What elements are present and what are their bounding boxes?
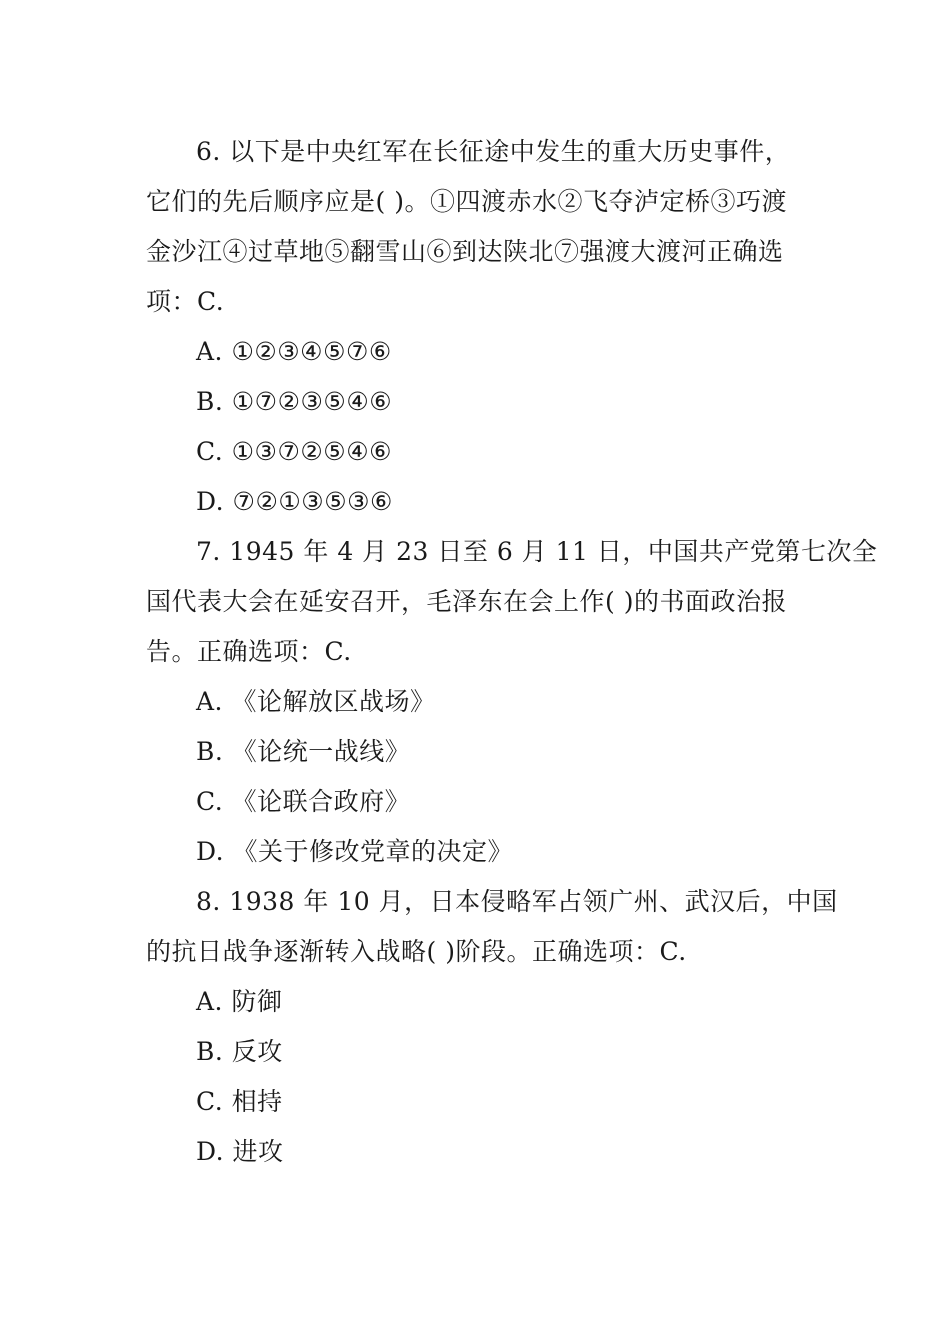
question-6 (146, 127, 806, 527)
question-7-stem-line-2: 国代表大会在延安召开，毛泽东在会上作( )的书面政治报 (146, 587, 787, 616)
question-6-option-a: A. ①②③④⑤⑦⑥ (196, 337, 392, 366)
question-7 (146, 527, 878, 877)
question-8-option-a: A. 防御 (196, 987, 283, 1016)
question-6-option-c: C. ①③⑦②⑤④⑥ (196, 437, 393, 466)
question-8 (146, 877, 838, 1177)
question-6-stem-line-1: 6. 以下是中央红军在长征途中发生的重大历史事件， (196, 137, 791, 166)
question-8-option-b: B. 反攻 (196, 1037, 283, 1066)
question-6-stem-line-2: 它们的先后顺序应是( )。①四渡赤水②飞夺泸定桥③巧渡 (146, 187, 787, 216)
question-8-stem-line-1: 8. 1938 年 10 月，日本侵略军占领广州、武汉后，中国 (196, 887, 838, 916)
question-8-option-d: D. 进攻 (196, 1137, 284, 1166)
document-content (146, 127, 878, 1177)
question-7-stem-line-3: 告。正确选项：C. (146, 637, 352, 666)
question-7-option-a: A. 《论解放区战场》 (196, 687, 436, 716)
question-7-option-d: D. 《关于修改党章的决定》 (196, 837, 514, 866)
question-6-stem-line-4: 项：C. (146, 287, 225, 316)
question-6-option-b: B. ①⑦②③⑤④⑥ (196, 387, 393, 416)
question-6-stem-line-3: 金沙江④过草地⑤翻雪山⑥到达陕北⑦强渡大渡河正确选 (146, 237, 784, 266)
question-6-option-d: D. ⑦②①③⑤③⑥ (196, 487, 393, 516)
question-7-stem-line-1: 7. 1945 年 4 月 23 日至 6 月 11 日，中国共产党第七次全 (196, 537, 878, 566)
question-7-option-c: C. 《论联合政府》 (196, 787, 411, 816)
question-8-stem-line-2: 的抗日战争逐渐转入战略( )阶段。正确选项：C. (146, 937, 687, 966)
question-8-option-c: C. 相持 (196, 1087, 283, 1116)
question-7-option-b: B. 《论统一战线》 (196, 737, 411, 766)
